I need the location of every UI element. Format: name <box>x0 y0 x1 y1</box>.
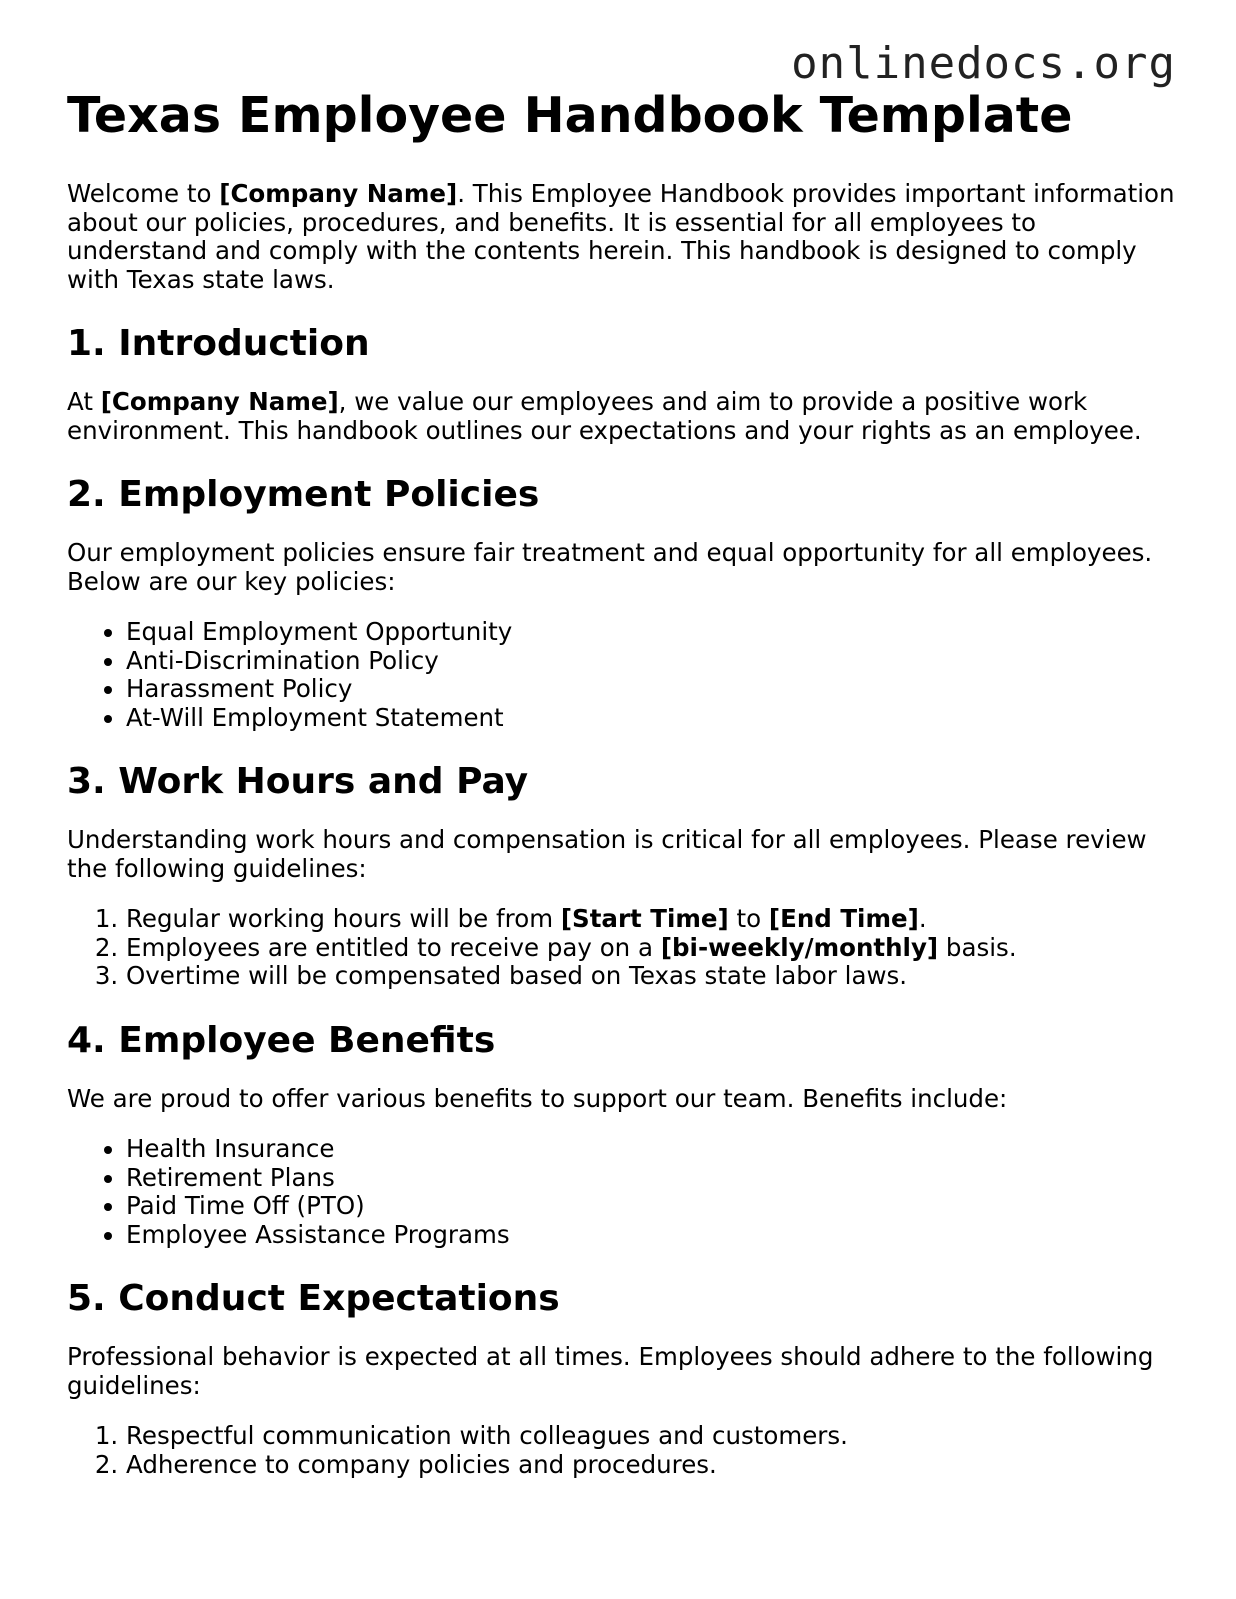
work-hours-list <box>67 905 1177 991</box>
conduct-expectations-list <box>67 1422 1177 1479</box>
section-heading-conduct-expectations: 5. Conduct Expectations <box>67 1278 560 1319</box>
section-heading-work-hours-pay: 3. Work Hours and Pay <box>67 761 529 802</box>
list-item <box>126 905 1177 934</box>
employment-policies-paragraph: Our employment policies ensure fair treatment and equal opportunity for all employees. Below are our key policies: <box>67 538 1153 596</box>
list-item: • At-Will Employment Statement <box>126 704 1177 733</box>
list-item: • Equal Employment Opportunity <box>126 618 1177 647</box>
company-name-placeholder: [Company Name] <box>219 179 458 208</box>
list-item: • Employee Assistance Programs <box>126 1221 1177 1250</box>
list-item-text: basis. <box>938 932 1017 962</box>
employee-benefits-paragraph: We are proud to offer various benefits to support our team. Benefits include: <box>67 1083 1008 1113</box>
list-item: 3. Overtime will be compensated based on Texas state labor laws. <box>126 962 1177 991</box>
introduction-prefix: At <box>67 387 101 416</box>
list-item-text: to <box>728 904 769 933</box>
intro-suffix: . This Employee Handbook provides important information about our policies, procedures, and benefits. It is essential for all employees to understand and comply with the contents herein. This handbook is designed to comply with Texas state laws. <box>67 179 1175 294</box>
employee-benefits-list <box>67 1135 1177 1249</box>
conduct-expectations-paragraph: Professional behavior is expected at all times. Employees should adhere to the following guidelines: <box>67 1342 1154 1400</box>
list-item: • Harassment Policy <box>126 675 1177 704</box>
company-name-placeholder: [Company Name] <box>100 387 339 416</box>
list-item: • Retirement Plans <box>126 1164 1177 1193</box>
introduction-paragraph <box>67 388 1177 445</box>
list-item: • Paid Time Off (PTO) <box>126 1192 1177 1221</box>
list-item: 1. Respectful communication with colleagues and customers. <box>126 1422 1177 1451</box>
document-page <box>67 0 1177 1479</box>
employment-policies-list <box>67 618 1177 732</box>
intro-paragraph <box>67 180 1177 294</box>
list-item-text: Regular working hours will be from <box>126 904 561 933</box>
list-item: 2. Adherence to company policies and procedures. <box>126 1451 1177 1480</box>
introduction-suffix: , we value our employees and aim to provide a positive work environment. This handbook outlines our expectations and your rights as an employee. <box>67 387 1142 445</box>
section-heading-introduction: 1. Introduction <box>67 323 370 364</box>
list-item-text: Employees are entitled to receive pay on a <box>126 932 661 962</box>
list-item-text: . <box>918 904 927 933</box>
start-time-placeholder: [Start Time] <box>560 904 729 933</box>
watermark-text: onlinedocs.org <box>791 38 1176 89</box>
pay-frequency-placeholder: [bi-weekly/monthly] <box>660 932 939 962</box>
work-hours-paragraph: Understanding work hours and compensation is critical for all employees. Please review the following guidelines: <box>67 825 1147 883</box>
list-item: • Anti-Discrimination Policy <box>126 647 1177 676</box>
list-item <box>126 934 1177 963</box>
end-time-placeholder: [End Time] <box>768 904 919 933</box>
intro-prefix: Welcome to <box>67 179 220 208</box>
section-heading-employment-policies: 2. Employment Policies <box>67 474 540 515</box>
document-title: Texas Employee Handbook Template <box>67 87 1073 144</box>
list-item: • Health Insurance <box>126 1135 1177 1164</box>
section-heading-employee-benefits: 4. Employee Benefits <box>67 1019 496 1061</box>
